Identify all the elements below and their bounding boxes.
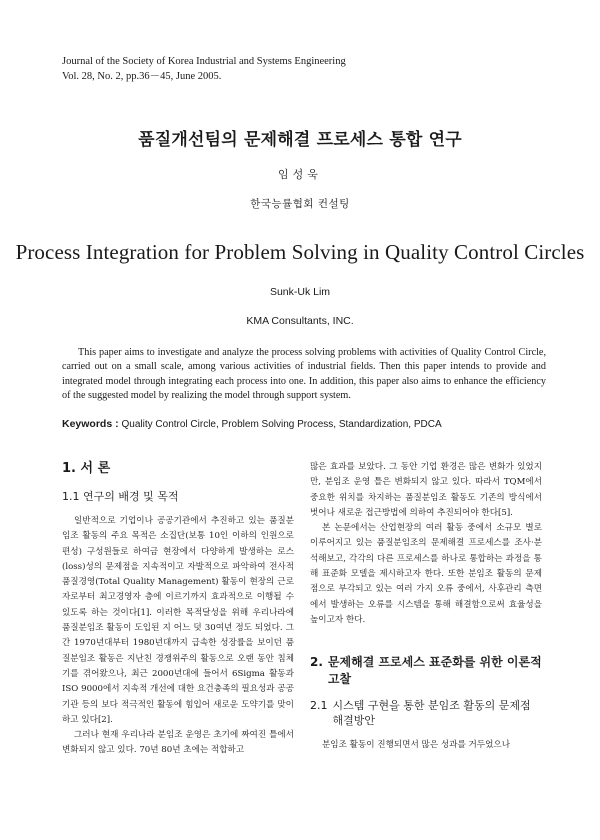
author-english: Sunk-Uk Lim [269,286,331,298]
section-2-number: 2. [310,655,323,670]
author-korean: 임성욱 [278,168,322,181]
body-paragraph: 본 논문에서는 산업현장의 여러 활동 중에서 소규모 별로 이루어지고 있는 품질분임조의 문제해결 프로세스를 조사·분석해보고, 각각의 다른 프로세스를 하나로 통합하는 과정을 통해 표준화 모델을 제시하고자 한다. 또한 분임조 활동의 문제점으로 부각되고 있는 여러 가지 오류 중에서, 사후관리 측면에서 발생하는 오류를 시스템을 통해 해결함으로써 효율성을 높이고자 한다. [310,523,542,625]
body-paragraph: 분임조 활동이 진행되면서 많은 성과를 거두었으나 [322,740,510,751]
journal-name: Journal of the Society of Korea Industrial and Systems Engineering [62,56,346,67]
left-column [62,460,294,759]
section-2-1-title: 시스템 구현을 통한 분임조 활동의 문제점 해결방안 [332,699,531,728]
journal-citation [62,54,346,84]
body-paragraph: 일반적으로 기업이나 공공기관에서 추진하고 있는 품질분임조 활동의 주요 목적은 소집단(보통 10인 이하의 인원으로 편성) 구성원들로 하여금 현장에서 다양하게 발생하는 로스(loss)성의 문제점을 지속적이고 자발적으로 파악하여 전사적 품질경영(Total Quality Management) 활동이 현장의 근로자로부터 최고경영자 층에 이르기까지 효과적으로 이행될 수 있도록 하는 것이다[1]. 이러한 목적달성을 위해 우리나라에 품질분임조 활동이 도입된 지 어느 덧 30여년 정도 되었다. 그간 1970년대부터 1980년대까지 급속한 성장률을 보이던 품질분임조 활동은 지난친 경쟁위주의 활동으로 오랜 동안 침체기를 겪어왔으나, 최근 2000년대에 들어서 6Sigma 활동과 ISO 9000에서 지속적 개선에 대한 요건충족의 필요성과 공공기관 등의 보다 적극적인 활동에 힘입어 새로운 도약기를 맞이하고 있다[2]. [62,516,294,725]
section-2-1-heading [310,698,542,728]
section-2-title: 문제해결 프로세스 표준화를 위한 이론적 고찰 [327,655,542,687]
keywords-label: Keywords : [62,418,122,430]
paper-title-korean: 품질개선팀의 문제해결 프로세스 통합 연구 [138,130,462,150]
keywords-text: Quality Control Circle, Problem Solving Process, Standardization, PDCA [121,419,442,430]
paper-title-english: Process Integration for Problem Solving in Quality Control Circles [15,240,585,264]
affiliation-english: KMA Consultants, INC. [246,315,354,327]
right-column [310,460,542,754]
keywords [62,418,546,430]
body-paragraph: 그러나 현재 우리나라 분임조 운영은 초기에 짜여진 틀에서 변화되지 않고 있다. 70년 80년 초에는 적합하고 [62,730,294,756]
body-paragraph: 많은 효과를 보았다. 그 동안 기업 환경은 많은 변화가 있었지만, 분임조 운영 틀은 변화되지 않고 있다. 따라서 TQM에서 중요한 위치를 차지하는 품질분임조 활동도 기존의 방식에서 벗어나 새로운 접근방법에 의하여 추진되어야 한다[5]. [310,462,542,518]
section-1-1-heading: 1.1 연구의 배경 및 목적 [62,490,179,503]
journal-volume: Vol. 28, No. 2, pp.36－45, June 2005. [62,71,222,82]
section-2-1-number: 2.1 [310,699,328,713]
section-2-heading [310,654,542,688]
section-1-heading: 1. 서 론 [62,461,111,476]
affiliation-korean: 한국능률협회 컨설팅 [250,198,350,210]
abstract: This paper aims to investigate and analyze the process solving problems with activities of Quality Control Circle, carried out on a small scale, among various activities of industrial fields. Then this paper intends to provide and integrated model through integrating each process into one. In addition, this paper also aims to enhance the efficiency of the suggested model by realizing the model through support system. [62,347,546,401]
